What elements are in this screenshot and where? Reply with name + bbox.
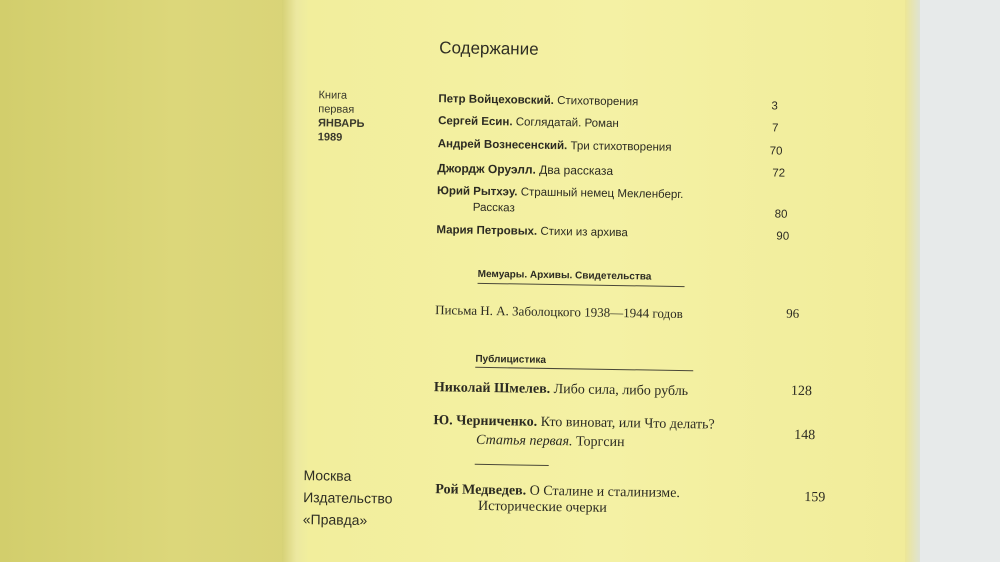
entry-title: Стихи из архива bbox=[540, 225, 628, 240]
toc-entry bbox=[438, 115, 619, 130]
entry-title: Страшный немец Мекленберг. bbox=[520, 186, 684, 202]
entry-title: Два рассказа bbox=[539, 162, 614, 178]
entry-title: Соглядатай. Роман bbox=[515, 116, 619, 131]
publisher-city: Москва bbox=[303, 467, 352, 484]
book-line-2: первая bbox=[318, 103, 355, 116]
publisher-name: «Правда» bbox=[302, 511, 368, 529]
book-month: ЯНВАРЬ bbox=[317, 117, 365, 131]
entry-page: 148 bbox=[794, 427, 816, 444]
publisher-info bbox=[303, 464, 393, 531]
section-heading-publicism: Публицистика bbox=[475, 353, 547, 366]
entry-subtitle-italic: Статья первая. bbox=[475, 432, 573, 450]
toc-entry bbox=[435, 482, 680, 502]
toc-entry bbox=[438, 93, 638, 108]
entry-page: 90 bbox=[776, 230, 790, 243]
entry-author: Ю. Черниченко. bbox=[433, 413, 538, 430]
entry-page: 7 bbox=[771, 122, 779, 135]
section-rule bbox=[475, 367, 693, 371]
toc-entry bbox=[437, 185, 684, 201]
entry-author: Юрий Рытхэу. bbox=[436, 185, 518, 199]
contents-title: Содержание bbox=[439, 38, 539, 59]
book-line-1: Книга bbox=[318, 89, 348, 102]
entry-title-continued: Исторические очерки bbox=[477, 498, 607, 516]
entry-title: О Сталине и сталинизме. bbox=[529, 483, 681, 502]
entry-author: Джордж Оруэлл. bbox=[437, 161, 536, 177]
entry-author: Николай Шмелев. bbox=[433, 380, 551, 397]
entry-subtitle-rest: Торгсин bbox=[575, 434, 625, 451]
entry-title: Три стихотворения bbox=[570, 140, 672, 154]
entry-page: 159 bbox=[804, 489, 826, 506]
entry-author: Мария Петровых. bbox=[436, 224, 538, 238]
entry-page: 70 bbox=[769, 145, 783, 158]
section-heading-memoirs: Мемуары. Архивы. Свидетельства bbox=[477, 268, 652, 283]
entry-page: 80 bbox=[774, 208, 788, 221]
book-year: 1989 bbox=[317, 131, 343, 144]
entry-page: 72 bbox=[772, 167, 786, 180]
entry-subtitle bbox=[476, 433, 625, 451]
entry-author: Рой Медведев. bbox=[435, 482, 527, 499]
memoir-entry-title: Письма Н. А. Заболоцкого 1938—1944 годов bbox=[435, 302, 683, 322]
entry-title: Либо сила, либо рубль bbox=[553, 382, 689, 400]
toc-entry bbox=[434, 380, 688, 400]
entry-title-continued: Рассказ bbox=[472, 201, 515, 215]
entry-title: Кто виноват, или Что делать? bbox=[540, 414, 715, 433]
toc-entry bbox=[433, 413, 715, 433]
book-info bbox=[318, 88, 365, 145]
entry-author: Андрей Вознесенский. bbox=[437, 138, 568, 153]
toc-entry bbox=[436, 224, 628, 239]
short-divider bbox=[475, 464, 549, 466]
toc-entry bbox=[438, 138, 672, 154]
toc-entry bbox=[437, 161, 613, 178]
entry-title: Стихотворения bbox=[557, 95, 639, 109]
entry-page: 3 bbox=[771, 100, 778, 113]
entry-author: Петр Войцеховский. bbox=[438, 93, 555, 108]
section-rule bbox=[478, 283, 685, 287]
entry-page: 128 bbox=[790, 383, 813, 400]
entry-page: 96 bbox=[786, 305, 800, 321]
entry-author: Сергей Есин. bbox=[438, 115, 513, 129]
publisher-house: Издательство bbox=[303, 489, 393, 507]
